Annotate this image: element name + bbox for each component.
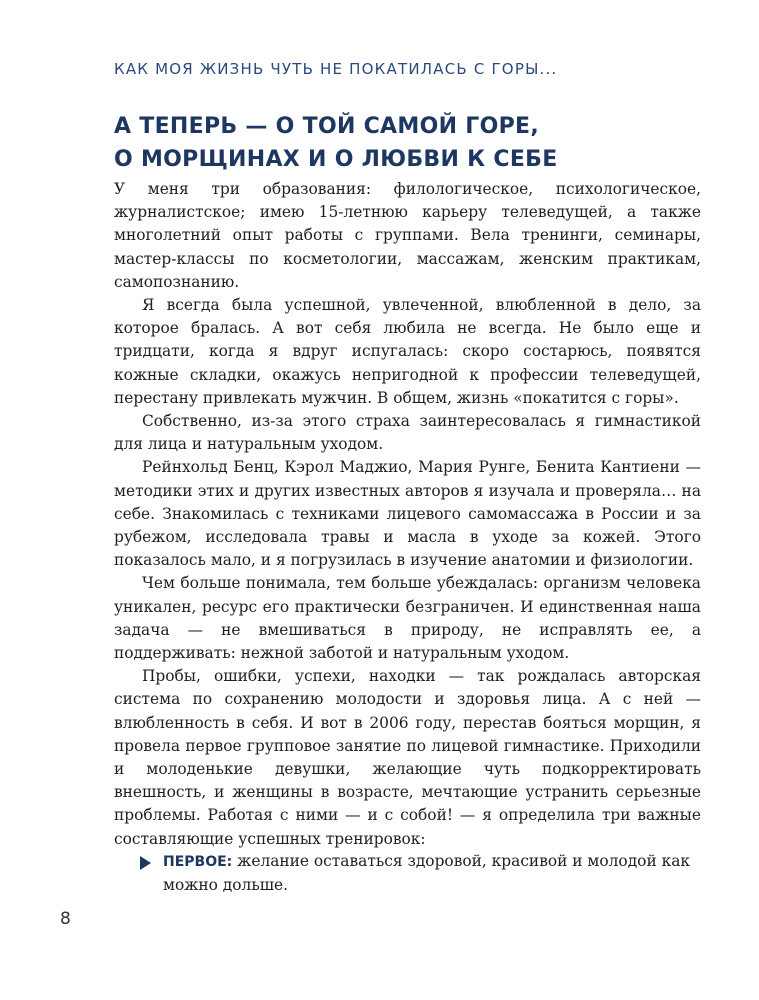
bullet-text: желание оставаться здоровой, красивой и молодой как можно дольше. xyxy=(163,852,691,895)
paragraph-5: Чем больше понимала, тем больше убеждалась: организм человека уникален, ресурс его практически безграничен. И единственная наша задача — не вмешиваться в природу, не исправлять ее, а поддерживать: нежной заботой и натуральным уходом. xyxy=(114,574,701,663)
chapter-title-line-2: О МОРЩИНАХ И О ЛЮБВИ К СЕБЕ xyxy=(114,147,558,172)
triangle-bullet-icon xyxy=(140,856,151,870)
bullet-label: ПЕРВОЕ: xyxy=(163,854,233,870)
running-head: КАК МОЯ ЖИЗНЬ ЧУТЬ НЕ ПОКАТИЛАСЬ С ГОРЫ... xyxy=(114,60,558,78)
paragraph-3: Собственно, из-за этого страха заинтересовалась я гимнастикой для лица и натуральным уходом. xyxy=(114,412,701,454)
paragraph-1: У меня три образования: филологическое, психологическое, журналистское; имею 15-летнюю карьеру телеведущей, а также многолетний опыт работы с группами. Вела тренинги, семинары, мастер-классы по косметологии, массажам, женским практикам, самопознанию. xyxy=(114,180,701,291)
paragraph-6: Пробы, ошибки, успехи, находки — так рождалась авторская система по сохранению молодости и здоровья лица. А с ней — влюбленность в себя. И вот в 2006 году, перестав бояться морщин, я провела первое групповое занятие по лицевой гимнастике. Приходили и молоденькие девушки, желающие чуть подкорректировать внешность, и женщины в возрасте, мечтающие устранить серьезные проблемы. Работая с ними — и с собой! — я определила три важные составляющие успешных тренировок: xyxy=(114,667,701,848)
bullet-content xyxy=(163,850,700,897)
page-number: 8 xyxy=(60,909,71,929)
chapter-title-line-1: А ТЕПЕРЬ — О ТОЙ САМОЙ ГОРЕ, xyxy=(114,114,539,139)
paragraph-4: Рейнхольд Бенц, Кэрол Маджио, Мария Рунге, Бенита Кантиени — методики этих и других известных авторов я изучала и проверяла… на себе. Знакомилась с техниками лицевого самомассажа в России и за рубежом, исследовала травы и масла в уходе за кожей. Этого показалось мало, и я погрузилась в изучение анатомии и физиологии. xyxy=(114,458,701,570)
chapter-title xyxy=(114,110,674,176)
bullet-item xyxy=(140,850,700,897)
body-text xyxy=(114,178,701,851)
paragraph-2: Я всегда была успешной, увлеченной, влюбленной в дело, за которое бралась. А вот себя любила не всегда. Не было еще и тридцати, когда я вдруг испугалась: скоро состарюсь, появятся кожные складки, окажусь непригодной к профессии телеведущей, перестану привлекать мужчин. В общем, жизнь «покатится с горы». xyxy=(114,296,701,407)
